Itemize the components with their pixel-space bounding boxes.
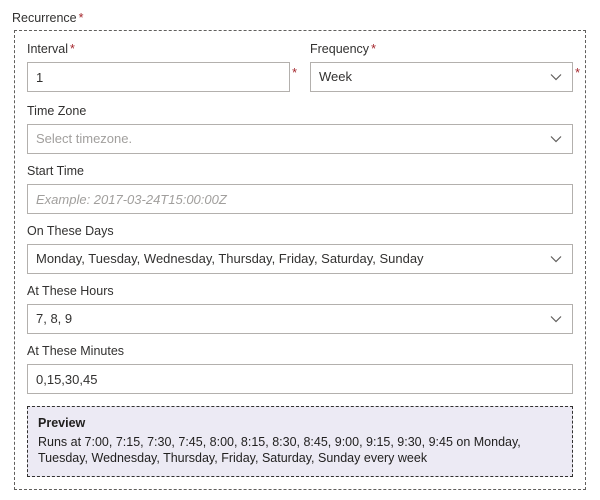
on-these-days-select[interactable]: [27, 244, 573, 274]
at-these-minutes-input[interactable]: [27, 364, 573, 394]
start-time-field: [27, 163, 573, 214]
frequency-select[interactable]: [310, 62, 573, 92]
on-these-days-label: [27, 223, 573, 244]
at-these-minutes-field: [27, 343, 573, 394]
chevron-down-icon[interactable]: [544, 307, 568, 331]
on-these-days-label-text: On These Days: [27, 224, 114, 238]
interval-required-asterisk: *: [70, 42, 75, 56]
at-these-hours-label-text: At These Hours: [27, 284, 114, 298]
preview-title: Preview: [38, 416, 86, 430]
frequency-control-wrap: [310, 62, 580, 92]
interval-label: [27, 41, 290, 62]
at-these-minutes-label: [27, 343, 573, 364]
chevron-down-icon[interactable]: [544, 65, 568, 89]
frequency-control-asterisk: *: [575, 66, 580, 80]
frequency-label: [310, 41, 573, 62]
preview-box: [27, 406, 573, 477]
interval-label-text: Interval: [27, 42, 68, 56]
frequency-field: [310, 41, 580, 92]
timezone-label-text: Time Zone: [27, 104, 87, 118]
frequency-required-asterisk: *: [371, 42, 376, 56]
start-time-label-text: Start Time: [27, 164, 84, 178]
chevron-down-icon[interactable]: [544, 127, 568, 151]
interval-frequency-row: [27, 41, 580, 94]
timezone-field: [27, 103, 573, 154]
timezone-select-value: Select timezone.: [36, 131, 133, 146]
recurrence-fields-group: [14, 30, 586, 490]
at-these-hours-label: [27, 283, 573, 304]
interval-control-wrap: [27, 62, 297, 92]
start-time-label: [27, 163, 573, 184]
frequency-select-value: Week: [319, 69, 352, 84]
at-these-minutes-label-text: At These Minutes: [27, 344, 125, 358]
interval-input[interactable]: [27, 62, 290, 92]
section-required-asterisk: *: [78, 11, 84, 25]
at-these-hours-select[interactable]: [27, 304, 573, 334]
on-these-days-select-value: Monday, Tuesday, Wednesday, Thursday, Friday, Saturday, Sunday: [36, 251, 424, 266]
section-label: [12, 4, 588, 30]
start-time-input[interactable]: [27, 184, 573, 214]
at-these-hours-select-value: 7, 8, 9: [36, 311, 73, 326]
interval-control-asterisk: *: [292, 66, 297, 80]
section-label-text: Recurrence: [12, 11, 77, 25]
interval-field: [27, 41, 297, 92]
timezone-select[interactable]: [27, 124, 573, 154]
at-these-hours-field: [27, 283, 573, 334]
on-these-days-field: [27, 223, 573, 274]
frequency-label-text: Frequency: [310, 42, 370, 56]
preview-text: Runs at 7:00, 7:15, 7:30, 7:45, 8:00, 8:15, 8:30, 8:45, 9:00, 9:15, 9:30, 9:45 on Monday, Tuesday, Wednesday, Thursday, Friday, Saturday, Sunday every week: [38, 435, 521, 465]
timezone-label: [27, 103, 573, 124]
chevron-down-icon[interactable]: [544, 247, 568, 271]
